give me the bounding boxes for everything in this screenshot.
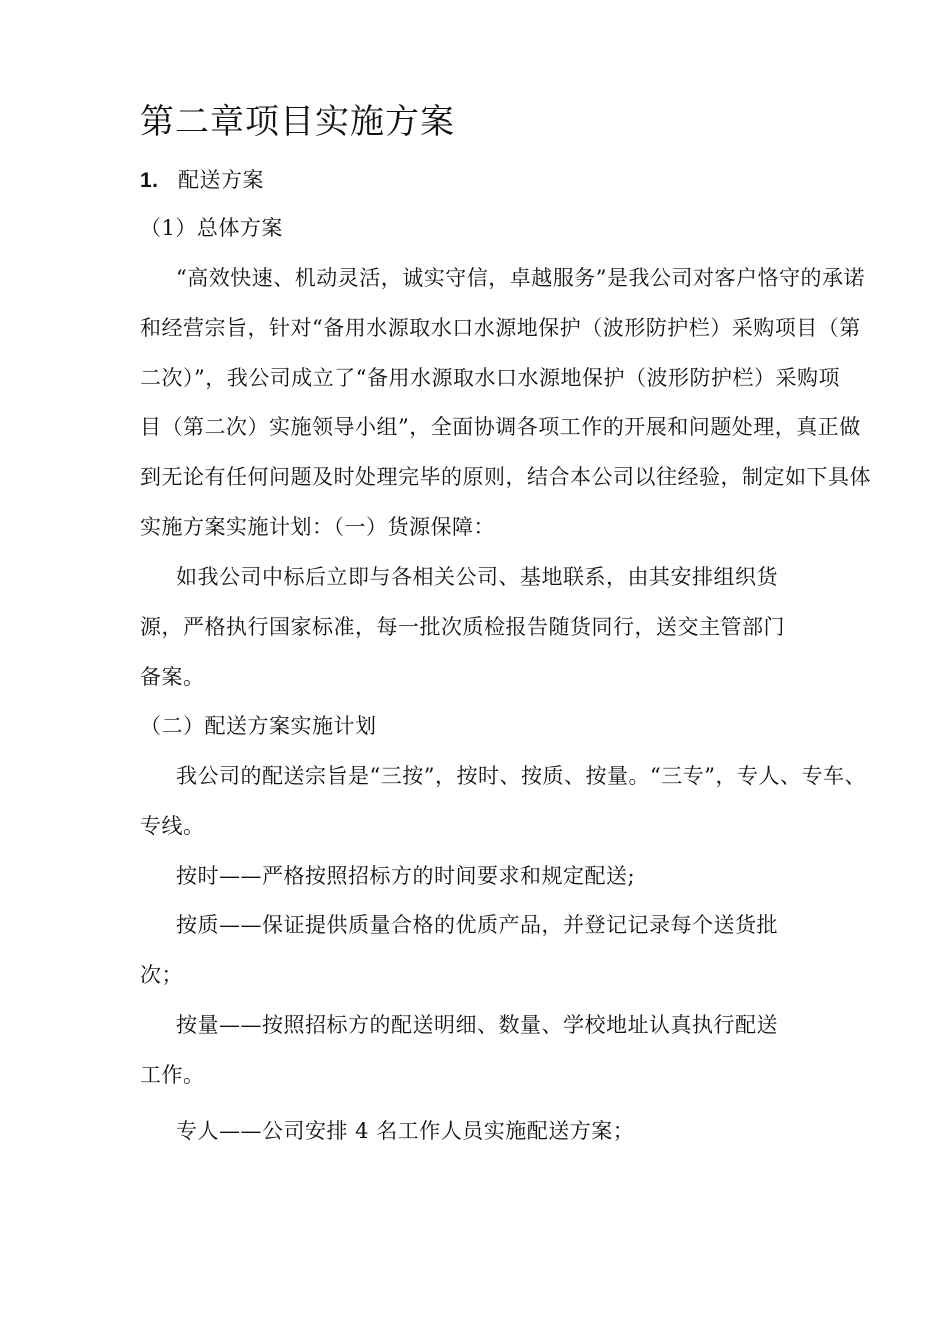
section-label: 配送方案 bbox=[178, 168, 264, 192]
paragraph-line: 目（第二次）实施领导小组”，全面协调各项工作的开展和问题处理，真正做 bbox=[140, 415, 861, 439]
list-item-personnel: 专人——公司安排 4 名工作人员实施配送方案； bbox=[176, 1119, 635, 1143]
subsection-heading-overall: （1）总体方案 bbox=[140, 216, 283, 240]
paragraph-line: 源，严格执行国家标准，每一批次质检报告随货同行，送交主管部门 bbox=[140, 615, 785, 639]
section-number: 1. bbox=[140, 169, 159, 192]
list-item-quantity: 按量——按照招标方的配送明细、数量、学校地址认真执行配送 bbox=[176, 1013, 778, 1037]
paragraph-line: 如我公司中标后立即与各相关公司、基地联系，由其安排组织货 bbox=[176, 565, 778, 589]
list-item-quality-cont: 次； bbox=[140, 963, 183, 987]
paragraph-line: “高效快速、机动灵活，诚实守信，卓越服务”是我公司对客户恪守的承诺 bbox=[176, 266, 865, 290]
paragraph-line: 到无论有任何问题及时处理完毕的原则，结合本公司以往经验，制定如下具体 bbox=[140, 465, 871, 489]
list-item-quality: 按质——保证提供质量合格的优质产品，并登记记录每个送货批 bbox=[176, 913, 778, 937]
paragraph-line: 备案。 bbox=[140, 665, 205, 689]
section-heading bbox=[140, 166, 264, 195]
paragraph-line: 专线。 bbox=[140, 814, 205, 838]
list-item-on-time: 按时——严格按照招标方的时间要求和规定配送; bbox=[176, 864, 636, 888]
paragraph-line: 我公司的配送宗旨是“三按”，按时、按质、按量。“三专”，专人、专车、 bbox=[176, 764, 866, 788]
chapter-title: 第二章项目实施方案 bbox=[140, 102, 455, 142]
paragraph-line: 和经营宗旨，针对“备用水源取水口水源地保护（波形防护栏）采购项目（第 bbox=[140, 316, 861, 340]
subsection-heading-delivery: （二）配送方案实施计划 bbox=[140, 714, 377, 738]
list-item-quantity-cont: 工作。 bbox=[140, 1063, 205, 1087]
paragraph-line: 二次）”，我公司成立了“备用水源取水口水源地保护（波形防护栏）采购项 bbox=[140, 366, 840, 390]
paragraph-line: 实施方案实施计划：（一）货源保障： bbox=[140, 515, 495, 539]
